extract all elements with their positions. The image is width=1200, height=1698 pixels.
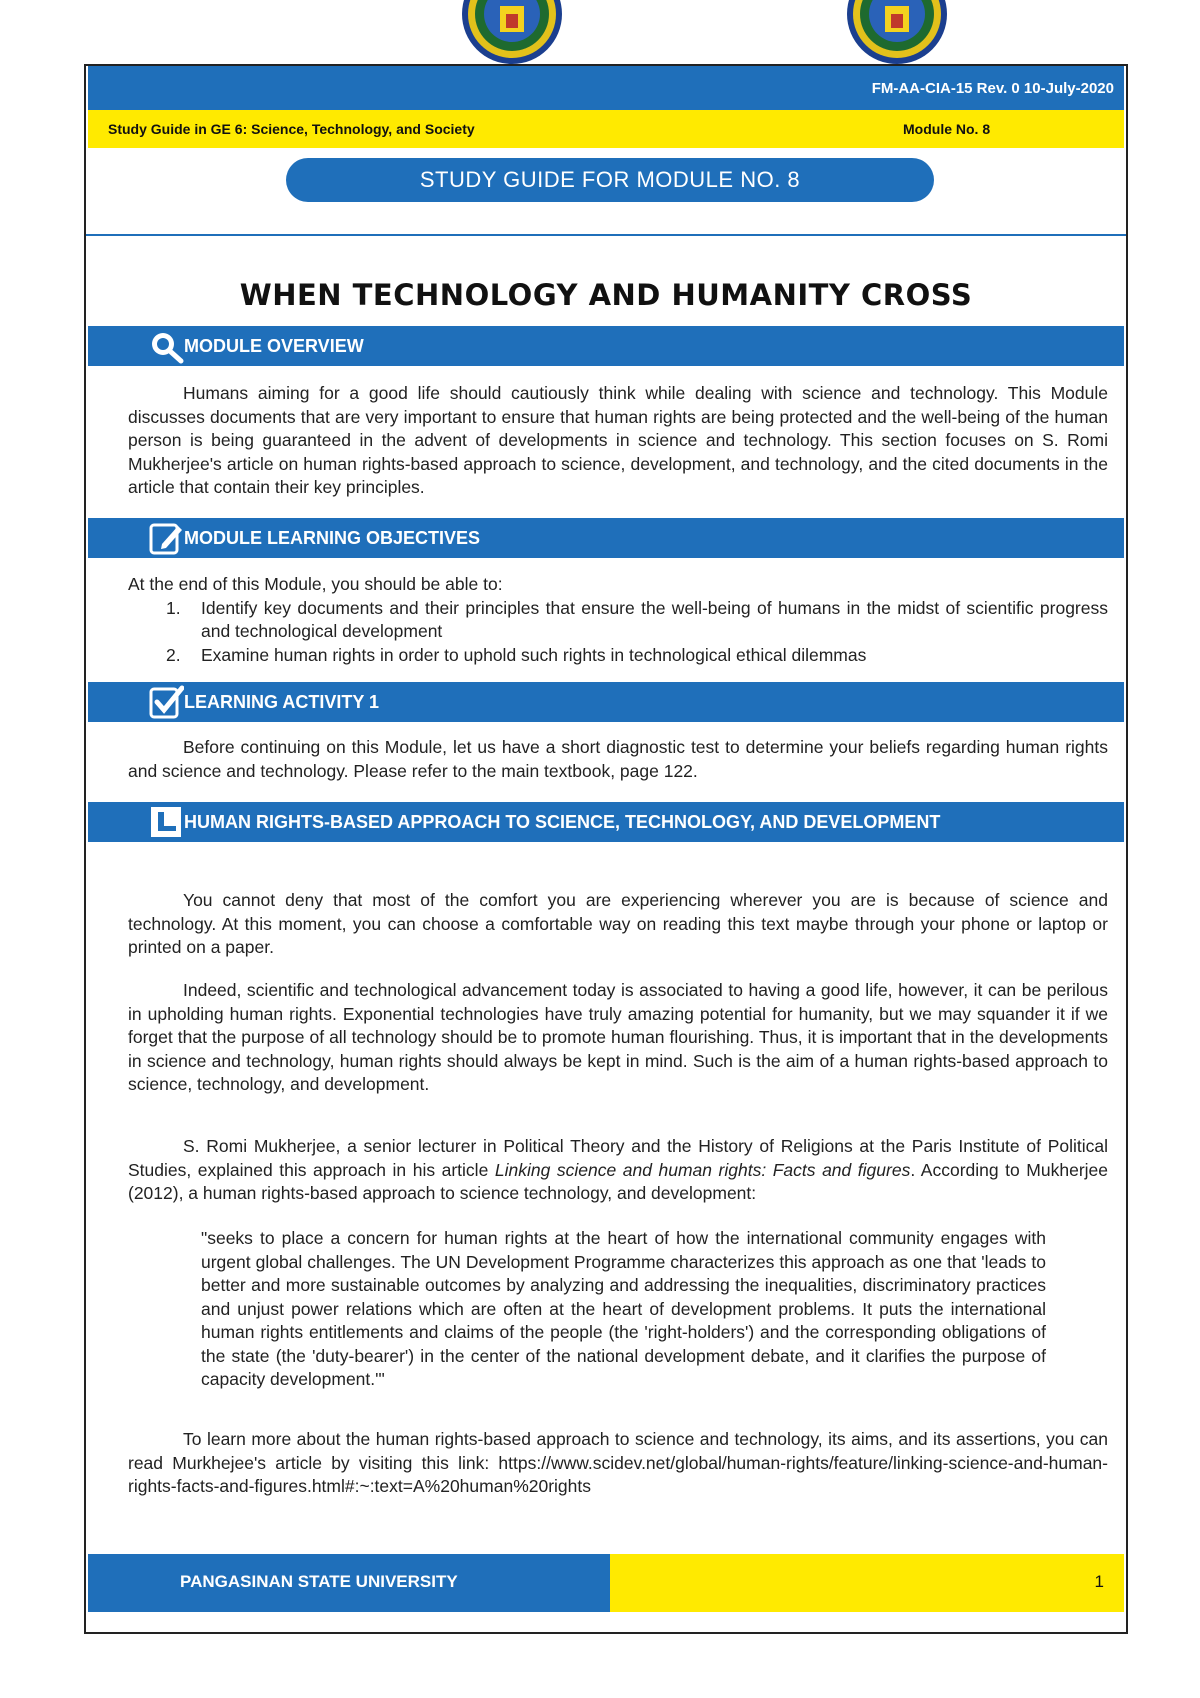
block-quote: "seeks to place a concern for human rights at the heart of how the international community engages with urgent global challenges. The UN Development Programme characterizes this approach as one that 'leads to better and more sustainable outcomes by analyzing and addressing the inequalities, discriminatory practices and unjust power relations which are often at the heart of development problems. It puts the international human rights entitlements and claims of the people (the 'right-holders') and the corresponding obligations of the state (the 'duty-bearer') in the center of the national development debate, and it clarifies the purpose of capacity development.'" <box>201 1228 1046 1389</box>
list-number: 1. <box>166 597 181 618</box>
study-guide-banner: STUDY GUIDE FOR MODULE NO. 8 <box>286 158 934 202</box>
book-icon <box>148 804 184 840</box>
section-header-objectives <box>88 518 1124 558</box>
university-seal-right <box>845 0 949 66</box>
list-text: Examine human rights in order to uphold such rights in technological ethical dilemmas <box>201 644 867 665</box>
section-label: MODULE LEARNING OBJECTIVES <box>184 528 481 548</box>
paragraph-text: . According to Mukherjee (2012), a human rights-based approach to science technology, and development: <box>128 1159 1108 1203</box>
divider <box>86 234 1126 236</box>
footer-blue-bar <box>88 1554 610 1612</box>
pencil-icon <box>148 520 184 556</box>
paragraph-text: S. Romi Mukherjee, a senior lecturer in Political Theory and the History of Religions at the Paris Institute of Political Studies, explained this approach in his article <box>128 1136 1108 1180</box>
page-frame <box>84 64 1128 1634</box>
university-seal-left <box>460 0 564 66</box>
section-header-activity <box>88 682 1124 722</box>
page-title: WHEN TECHNOLOGY AND HUMANITY CROSS <box>239 278 973 312</box>
objectives-intro: At the end of this Module, you should be able to: <box>128 574 503 594</box>
list-number: 2. <box>166 644 181 665</box>
overview-text: Humans aiming for a good life should cautiously think while dealing with science and technology. This Module discusses documents that are very important to ensure that human rights are being protected and the well-being of the human person is being guaranteed in the advent of developments in science and technology. This section focuses on S. Romi Mukherjee's article on human rights-based approach to science, development, and technology, and the cited documents in the article that contain their key principles. <box>128 383 1108 497</box>
header-blue-bar <box>88 66 1124 110</box>
objectives-list <box>128 573 1108 667</box>
header-yellow-bar <box>88 110 1124 148</box>
approach-paragraph-3 <box>128 1135 1108 1206</box>
page-number: 1 <box>1094 1572 1104 1591</box>
section-header-approach <box>88 802 1124 842</box>
list-item <box>128 597 1108 644</box>
list-item <box>128 644 1108 668</box>
section-label: LEARNING ACTIVITY 1 <box>184 692 380 712</box>
form-code: FM-AA-CIA-15 Rev. 0 10-July-2020 <box>871 80 1114 97</box>
module-number: Module No. 8 <box>903 121 991 137</box>
study-guide-title: Study Guide in GE 6: Science, Technology, and Society <box>108 121 475 137</box>
activity-text: Before continuing on this Module, let us have a short diagnostic test to determine your beliefs regarding human rights and science and technology. Please refer to the main textbook, page 122. <box>128 737 1108 781</box>
approach-paragraph-1: You cannot deny that most of the comfort you are experiencing wherever you are is because of science and technology. At this moment, you can choose a comfortable way on reading this text maybe through your phone or laptop or printed on a paper. <box>128 890 1108 957</box>
university-name: PANGASINAN STATE UNIVERSITY <box>180 1572 458 1591</box>
section-label: MODULE OVERVIEW <box>184 336 364 356</box>
footer-yellow-bar <box>610 1554 1124 1612</box>
list-text: Identify key documents and their principles that ensure the well-being of humans in the midst of scientific progress and technological development <box>201 597 1108 641</box>
section-label: HUMAN RIGHTS-BASED APPROACH TO SCIENCE, TECHNOLOGY, AND DEVELOPMENT <box>184 812 941 832</box>
approach-paragraph-2: Indeed, scientific and technological advancement today is associated to having a good life, however, it can be perilous in upholding human rights. Exponential technologies have truly amazing potential for humanity, but we may squander it if we forget that the purpose of all technology should be to promote human flourishing. Thus, it is important that in the developments in science and technology, human rights should always be kept in mind. Such is the aim of a human rights-based approach to science, technology, and development. <box>128 980 1108 1094</box>
magnifier-icon <box>148 328 184 364</box>
checkbox-icon <box>148 684 184 720</box>
article-title: Linking science and human rights: Facts and figures <box>494 1159 911 1180</box>
section-header-overview <box>88 326 1124 366</box>
approach-paragraph-4: To learn more about the human rights-based approach to science and technology, its aims, and its assertions, you can read Murkhejee's article by visiting this link: https://www.scidev.net/global/human-rights/feature/linking-science-and-human-rights-facts-and-figures.html#:~:text=A%20human%20rights <box>128 1429 1108 1496</box>
